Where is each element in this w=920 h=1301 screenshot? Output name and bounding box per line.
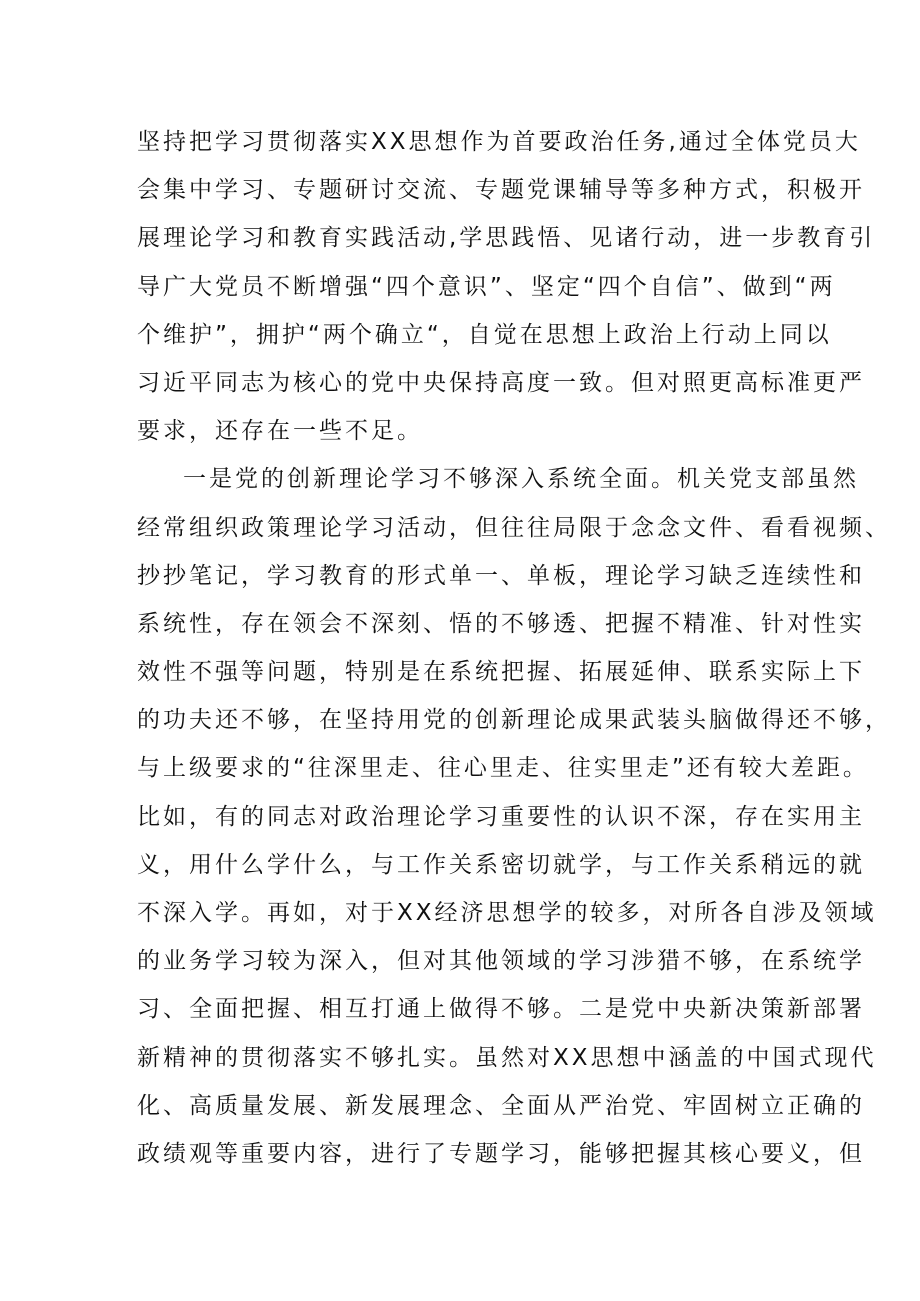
text-line: 习、全面把握、相互打通上做得不够。二是党中央新决策新部署 (137, 996, 865, 1023)
text-line: 导广大党员不断增强“四个意识”、坚定“四个自信”、做到“两 (137, 273, 836, 300)
text-line: 展理论学习和教育实践活动,学思践悟、见诸行动，进一步教育引 (137, 225, 876, 252)
text-line: 习近平同志为核心的党中央保持高度一致。但对照更高标准更严 (137, 369, 865, 396)
text-line: 政绩观等重要内容，进行了专题学习，能够把握其核心要义，但 (137, 1140, 865, 1167)
text-line: 一是党的创新理论学习不够深入系统全面。机关党支部虽然 (183, 466, 859, 493)
text-line: 坚持把学习贯彻落实XX思想作为首要政治任务,通过全体党员大 (137, 129, 861, 155)
text-line: 新精神的贯彻落实不够扎实。虽然对XX思想中涵盖的中国式现代 (137, 1044, 877, 1071)
text-line: 化、高质量发展、新发展理念、全面从严治党、牢固树立正确的 (137, 1092, 865, 1119)
text-line: 效性不强等问题，特别是在系统把握、拓展延伸、联系实际上下 (137, 659, 865, 686)
text-line: 不深入学。再如，对于XX经济思想学的较多，对所各自涉及领域 (137, 900, 877, 926)
text-line: 经常组织政策理论学习活动，但往往局限于念念文件、看看视频、 (137, 514, 891, 541)
text-line: 个维护”，拥护“两个确立“，自觉在思想上政治上行动上同以 (137, 321, 832, 348)
text-line: 义，用什么学什么，与工作关系密切就学，与工作关系稍远的就 (137, 851, 865, 878)
text-line: 比如，有的同志对政治理论学习重要性的认识不深，存在实用主 (137, 803, 865, 830)
text-line: 系统性，存在领会不深刻、悟的不够透、把握不精准、针对性实 (137, 610, 865, 637)
paragraph-2 (137, 455, 891, 1178)
text-line: 的功夫还不够，在坚持用党的创新理论成果武装头脑做得还不够， (137, 707, 891, 734)
text-line: 会集中学习、专题研讨交流、专题党课辅导等多种方式，积极开 (137, 177, 865, 204)
document-body (137, 118, 891, 1178)
paragraph-1 (137, 118, 876, 455)
text-line: 与上级要求的“往深里走、往心里走、往实里走”还有较大差距。 (137, 755, 869, 782)
text-line: 要求，还存在一些不足。 (137, 418, 423, 445)
text-line: 抄抄笔记，学习教育的形式单一、单板，理论学习缺乏连续性和 (137, 562, 865, 589)
text-line: 的业务学习较为深入，但对其他领域的学习涉猎不够，在系统学 (137, 948, 865, 975)
